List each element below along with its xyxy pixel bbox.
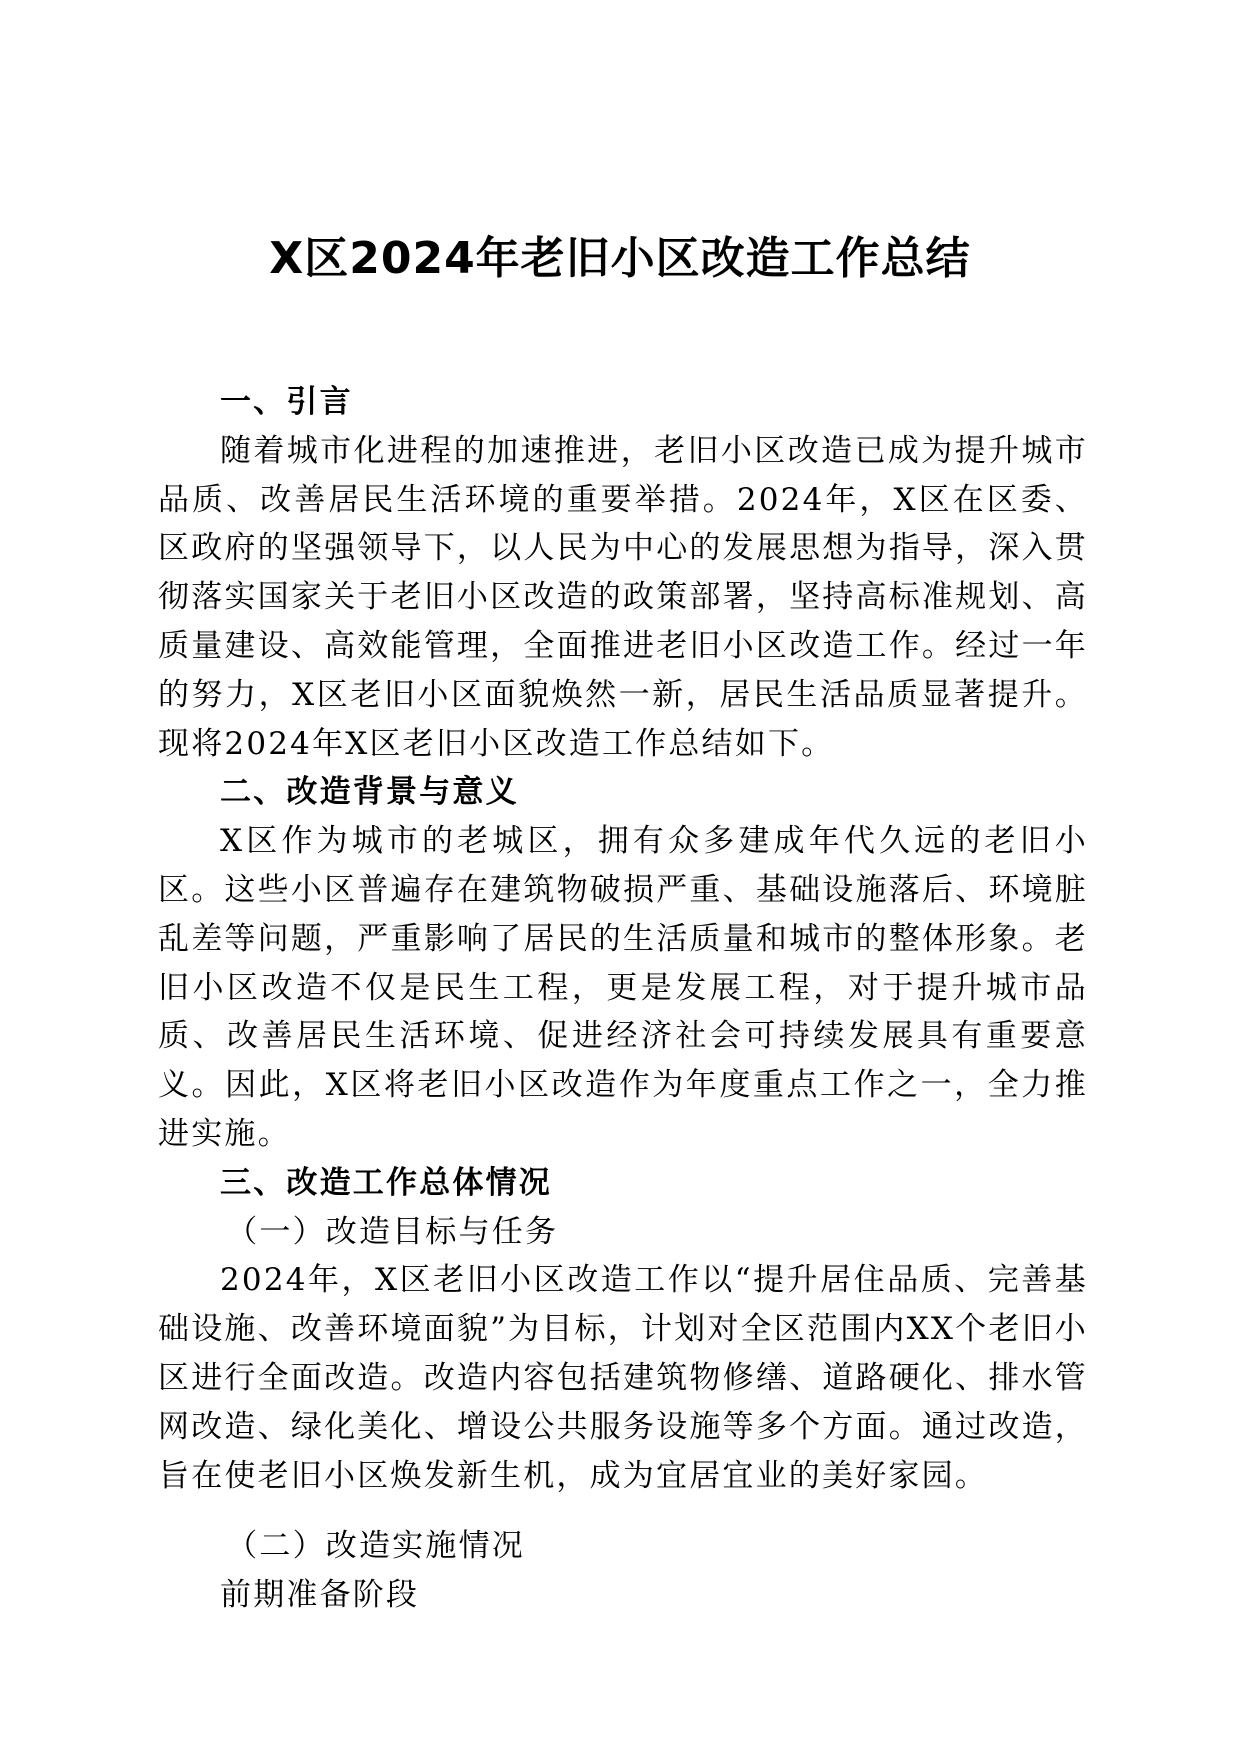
section-heading-background: 二、改造背景与意义 — [220, 774, 519, 811]
paragraph-intro: 随着城市化进程的加速推进，老旧小区改造已成为提升城市品质、改善居民生活环境的重要举措。2024年，X区在区委、区政府的坚强领导下，以人民为中心的发展思想为指导，深入贯彻落实国家关于老旧小区改造的政策部署，坚持高标准规划、高质量建设、高效能管理，全面推进老旧小区改造工作。经过一年的努力，X区老旧小区面貌焕然一新，居民生活品质显著提升。现将2024年X区老旧小区改造工作总结如下。 — [158, 432, 1088, 762]
section-heading-overview: 三、改造工作总体情况 — [220, 1164, 552, 1201]
document-title: X区2024年老旧小区改造工作总结 — [269, 233, 971, 284]
paragraph-goals: 2024年，X区老旧小区改造工作以“提升居住品质、完善基础设施、改善环境面貌”为目标，计划对全区范围内XX个老旧小区进行全面改造。改造内容包括建筑物修缮、道路硬化、排水管网改造、绿化美化、增设公共服务设施等多个方面。通过改造，旨在使老旧小区焕发新生机，成为宜居宜业的美好家园。 — [158, 1262, 1088, 1494]
document-body — [158, 378, 1088, 1620]
subsection-heading-goals: （一）改造目标与任务 — [226, 1213, 559, 1250]
paragraph-background: X区作为城市的老城区，拥有众多建成年代久远的老旧小区。这些小区普遍存在建筑物破损严重、基础设施落后、环境脏乱差等问题，严重影响了居民的生活质量和城市的整体形象。老旧小区改造不仅是民生工程，更是发展工程，对于提升城市品质、改善居民生活环境、促进经济社会可持续发展具有重要意义。因此，X区将老旧小区改造作为年度重点工作之一，全力推进实施。 — [158, 823, 1088, 1152]
paragraph-preparation-stage: 前期准备阶段 — [220, 1577, 420, 1614]
subsection-heading-implementation: （二）改造实施情况 — [226, 1528, 525, 1565]
section-heading-intro: 一、引言 — [220, 384, 353, 420]
